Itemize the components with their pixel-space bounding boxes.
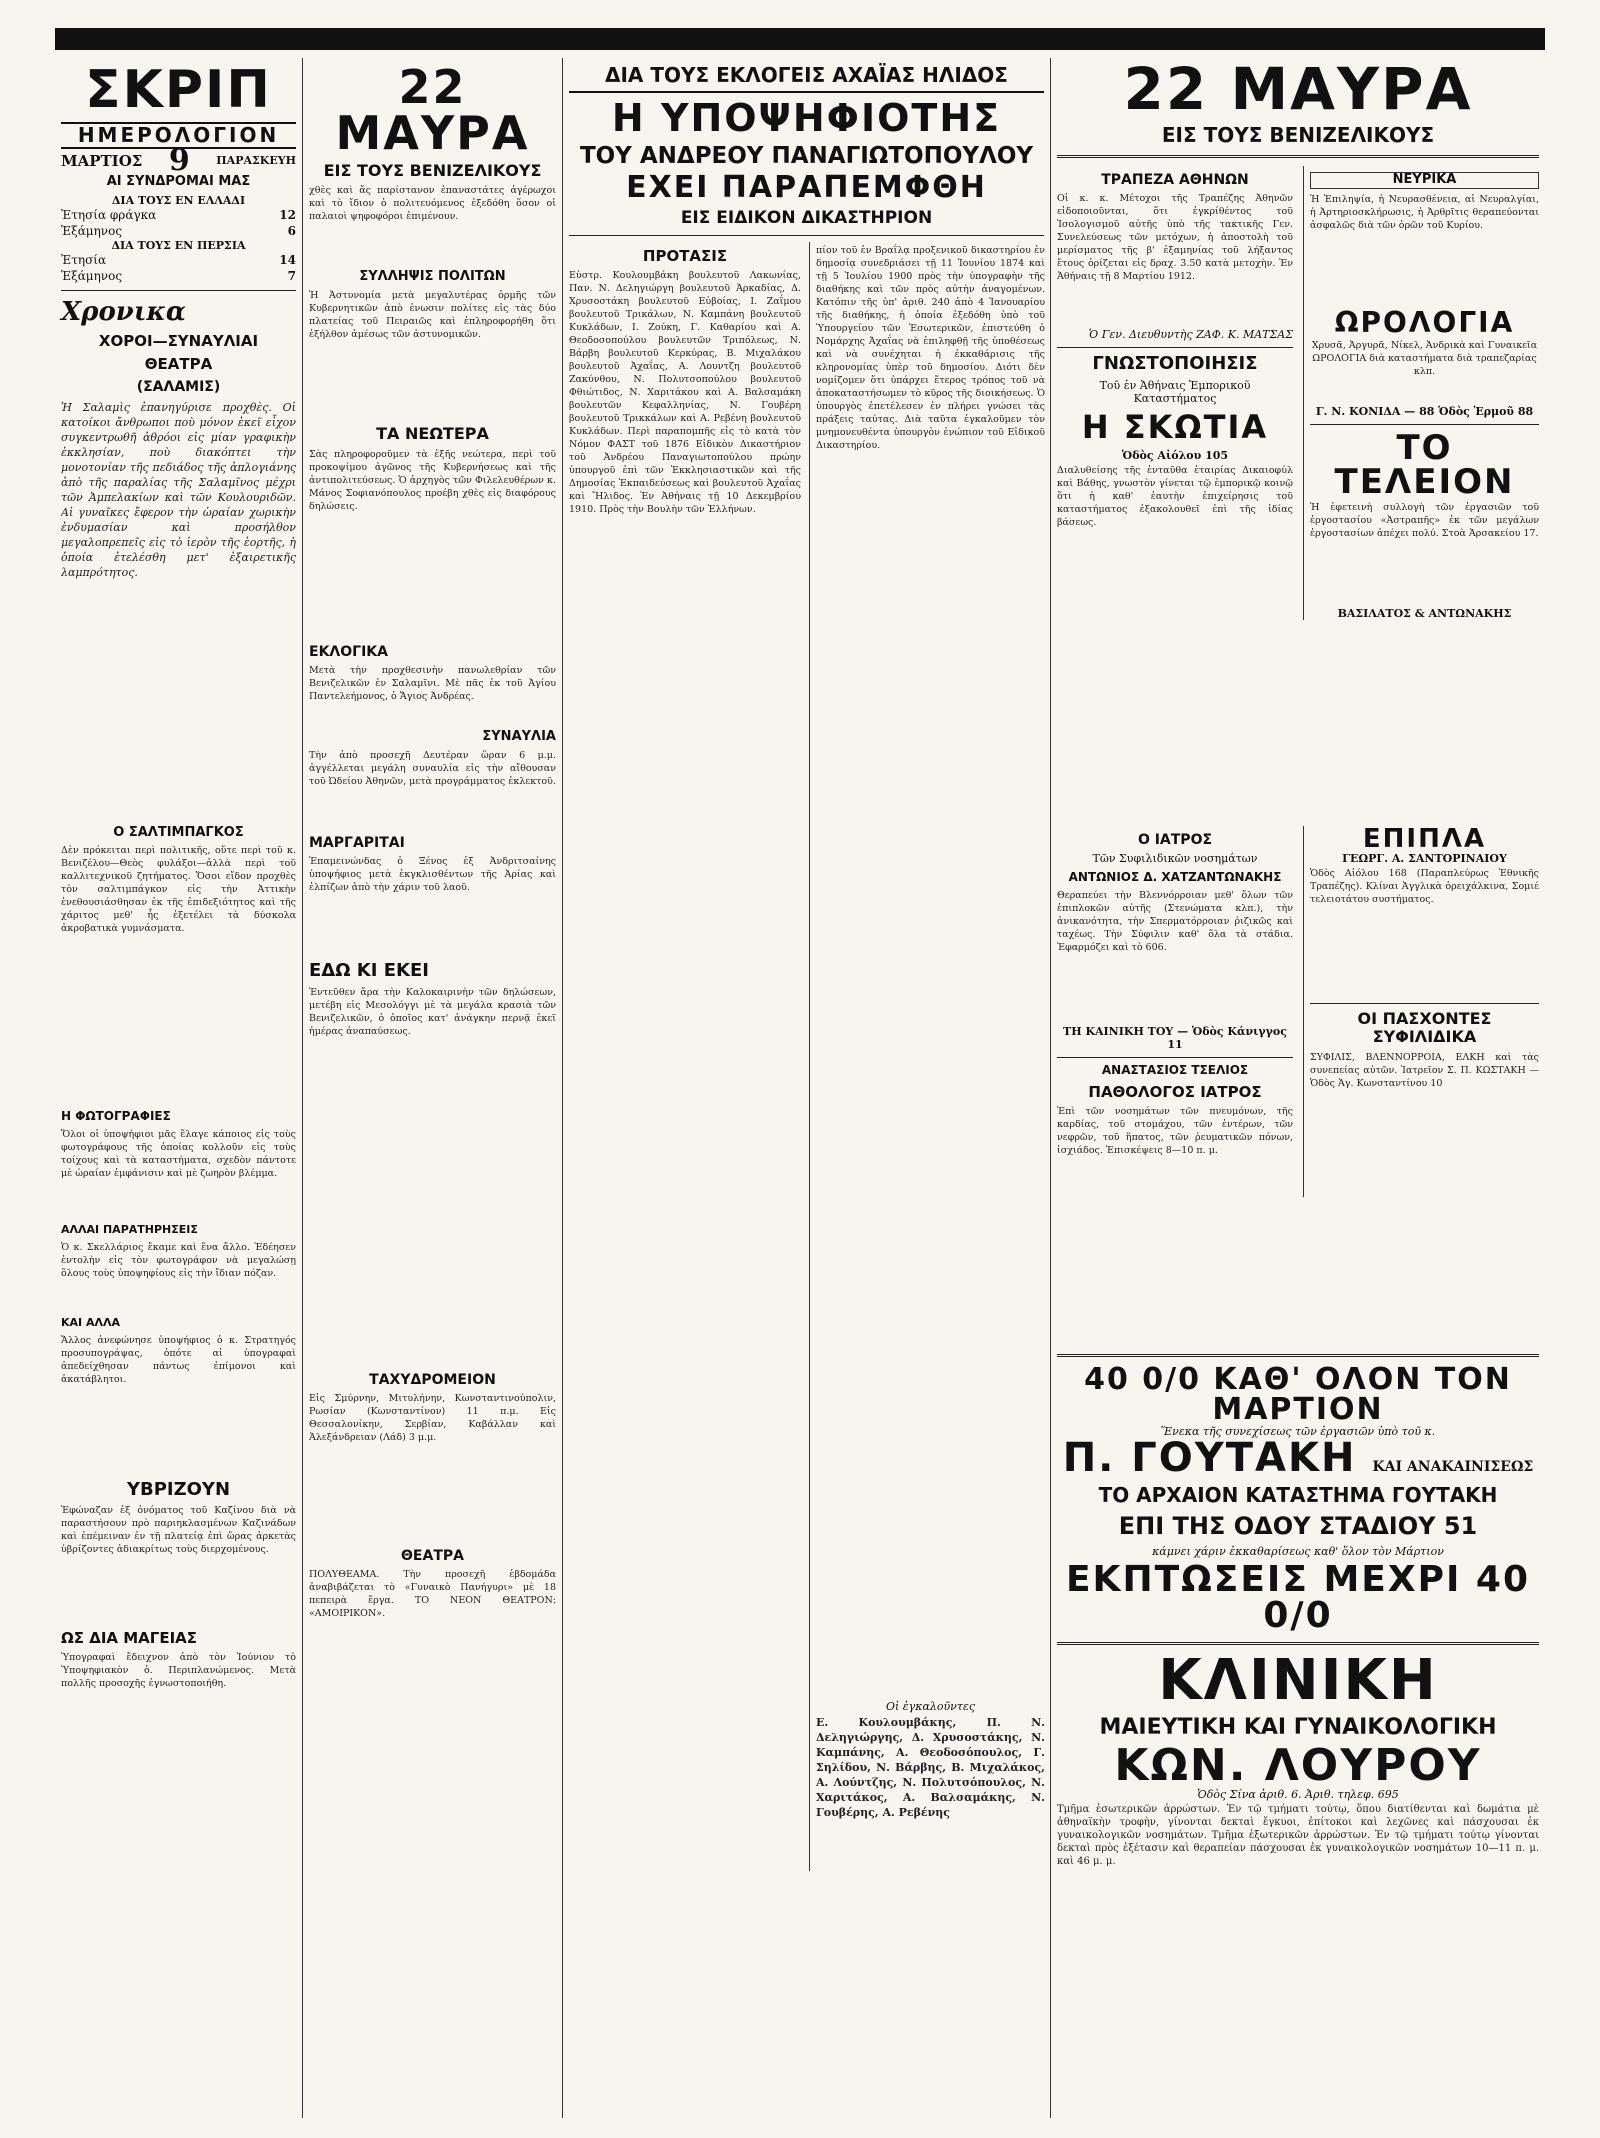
banner-eklogeis: ΔΙΑ ΤΟΥΣ ΕΚΛΟΓΕΙΣ ΑΧΑΪΑΣ ΗΛΙΔΟΣ xyxy=(569,64,1044,93)
kliniki-address: Ὁδὸς Σίνα ἀριθ. 6. Ἀριθ. τηλεφ. 695 xyxy=(1197,1787,1399,1801)
kliniki-name: ΚΩΝ. ΛΟΥΡΟΥ xyxy=(1114,1739,1482,1791)
rates-in-title: ΔΙΑ ΤΟΥΣ ΕΝ ΕΛΛΑΔΙ xyxy=(111,193,246,207)
headline-ypopsifiotis: Η ΥΠΟΨΗΦΙΟΤΗΣ xyxy=(611,96,1002,140)
heading-theatra: ΘΕΑΤΡΑ xyxy=(144,355,213,374)
signers-heading: Οἱ ἐγκαλοῦντες xyxy=(885,1699,976,1713)
headline-22-mavra: 22 ΜΑΥΡΑ xyxy=(335,60,530,160)
goutaki-name: Π. ΓΟΥΤΑΚΗ xyxy=(1062,1435,1357,1481)
heading-neotera: ΤΑ ΝΕΩΤΕΡΑ xyxy=(376,424,489,444)
heading-kai-alla: ΚΑΙ ΑΛΛΑ xyxy=(61,1315,121,1329)
article-syllipsis: Ἡ Ἀστυνομία μετὰ μεγαλυτέρας ὁρμῆς τῶν Κυβερνητικῶν ἀπὸ ἑνωσιν πολίτες εἰς τὰς δύο πλατείας τοῦ Πειραιῶς καὶ ἐπληροφορήθη ὅτι ἐξήλθον ἀμέσως τῶν ἀστυνομικῶν. xyxy=(309,290,556,341)
epipla-name: ΓΕΩΡΓ. Α. ΣΑΝΤΟΡΙΝΑΙΟΥ xyxy=(1342,852,1507,865)
rate-label: Ἑξάμηνος xyxy=(61,268,123,283)
headline-22-mavra-right: 22 ΜΑΥΡΑ xyxy=(1123,58,1473,123)
article-kliniki: Τμῆμα ἐσωτερικῶν ἀρρώστων. Ἐν τῷ τμήματι τούτῳ, ὅπου διατίθενται καὶ δωμάτια μὲ ἀθηναϊκὴν τροφὴν, γίνονται δεκταὶ ἔγκυοι, ἐπίτοκοι καὶ λεχῶνες καὶ πάσχουσαι ἐκ γυναικολογικῶν νοσημάτων. Τμῆμα ἐξωτερικῶν ἀρρώστων. Ἐν τῷ τμήματι τούτῳ γίνονται δεκταὶ πρὸς ἐξέτασιν καὶ θεραπείαν πάσχουσαι ἐκ γυναικολογικῶν νοσημάτων 10—11 π. μ. καὶ 46 μ. μ. xyxy=(1057,1803,1539,1867)
rate-label: Ἐτησία φράγκα xyxy=(61,207,157,222)
goutaki-note: κάμνει χάριν ἐκκαθαρίσεως καθ' ὅλον τὸν Μάρτιον xyxy=(1152,1544,1444,1558)
article-syfilidika: ΣΥΦΙΛΙΣ, ΒΛΕΝΝΟΡΡΟΙΑ, ΕΛΚΗ καὶ τὰς συνεπείας αὐτῶν. Ἰατρεῖον Σ. Π. ΚΩΣΤΑΚΗ — Ὁδὸς Ἁγ. Κωνσταντίνου 10 xyxy=(1310,1051,1539,1089)
teleion-signature: ΒΑΣΙΛΑΤΟΣ & ΑΝΤΩΝΑΚΗΣ xyxy=(1337,606,1512,620)
date-weekday: ΠΑΡΑΣΚΕΥΗ xyxy=(216,154,296,167)
heading-teleion: ΤΟ ΤΕΛΕΙΟΝ xyxy=(1334,427,1515,502)
masthead-band xyxy=(55,28,1545,50)
article-theatra: ΠΟΛΥΘΕΑΜΑ. Τὴν προσεχῆ ἑβδομάδα ἀναβιβάζεται τὸ «Γυναικὸ Πανήγυρι» μὲ 18 πεπειρὰ ἔργα. ΤΟ ΝΕΟΝ ΘΕΑΤΡΟΝ: «ΑΜΟΙΡΙΚΟΝ». xyxy=(309,1568,556,1619)
heading-iatros: Ο ΙΑΤΡΟΣ xyxy=(1137,832,1213,848)
article-saltimpagkos: Δὲν πρόκειται περὶ πολιτικῆς, οὔτε περὶ τοῦ κ. Βενιζέλου—Θεὸς φυλάξοι—ἀλλὰ περὶ τοῦ καλλιτεχνικοῦ ζητήματος. Ὅσοι εἴδον προχθὲς τὸν σαλτιμπάγκον εἰς τὴν Ἀττικὴν ἐνεθουσιάσθησαν ἐκ τῆς ἐπιδεξιότητος καὶ τῆς χάριτος μεθ' ἧς ἐξετέλει τὰ δύσκολα ἀκροβατικὰ γυμνάσματα. xyxy=(61,845,296,935)
heading-pathologos: ΠΑΘΟΛΟΓΟΣ ΙΑΤΡΟΣ xyxy=(1088,1082,1262,1101)
goutaki-street: ΕΠΙ ΤΗΣ ΟΔΟΥ ΣΤΑΔΙΟΥ 51 xyxy=(1118,1512,1478,1540)
rates-out-list xyxy=(61,252,296,284)
date-month: ΜΑΡΤΙΟΣ xyxy=(61,152,143,170)
headline-venizelikous: ΕΙΣ ΤΟΥΣ ΒΕΝΙΖΕΛΙΚΟΥΣ xyxy=(323,161,542,180)
article-skotia: Διαλυθείσης τῆς ἐνταῦθα ἑταιρίας Δικαιοφύλ καὶ Βάθης, γνωστὸν γίνεται τῷ ἐμπορικῷ κοινῷ ὅτι ἡ καθ' ἑαυτὴν ἐπιχείρησις τοῦ καταστήματος ἐξακολουθεῖ ἐπὶ τῆς ἰδίας βάσεως. xyxy=(1057,464,1293,528)
goutaki-sub: Ἕνεκα τῆς συνεχίσεως τῶν ἐργασιῶν ὑπὸ τοῦ κ. xyxy=(1160,1425,1436,1438)
heading-theatra-2: ΘΕΑΤΡΑ xyxy=(401,1547,464,1564)
heading-vrizoun: ΥΒΡΙΖΟΥΝ xyxy=(126,1478,231,1500)
heading-synavlia: ΣΥΝΑΥΛΙΑ xyxy=(482,728,556,744)
article-pathologos: Ἐπὶ τῶν νοσημάτων τῶν πνευμόνων, τῆς καρδίας, τοῦ στομάχου, τῶν ἐντέρων, τῶν νεφρῶν, τοῦ ἥπατος, τῶν ῥευματικῶν πόνων, ἰσχιάδος. Ἐπισκέψεις 8—10 π. μ. xyxy=(1057,1105,1293,1156)
article-vrizoun: Ἐφώναζαν ἐξ ὀνόματος τοῦ Καζίνου διὰ νὰ παραστήσουν πρὸ παριηκλασμένων Καζινάδων καὶ ἐπέμειναν ἐν τῇ πλατείᾳ ἐπὶ ὥρας ἀρκετὰς ὑβρίζοντες ἀδιακρίτως τοὺς διερχομένους. xyxy=(61,1505,296,1556)
rate-value: 6 xyxy=(287,223,296,238)
gnostopoiisis-sub: Τοῦ ἐν Ἀθήναις Ἐμπορικοῦ Καταστήματος xyxy=(1099,378,1251,405)
date-day: 9 xyxy=(168,143,190,178)
article-kai-alla: Ἄλλος ἀνεφώνησε ὑποψήφιος ὁ κ. Στρατηγός προσυπογράψας, ὁπότε αἱ ὑπογραφαὶ ἀπεδείχθησαν πάντως ἐπίμονοι καὶ ἀκατάβλητοι. xyxy=(61,1334,296,1385)
store-skotia: Η ΣΚΩΤΙΑ xyxy=(1081,407,1269,446)
heading-bank: ΤΡΑΠΕΖΑ ΑΘΗΝΩΝ xyxy=(1101,172,1249,188)
pathologos-name: ΑΝΑΣΤΑΣΙΟΣ ΤΣΕΛΙΟΣ xyxy=(1101,1062,1249,1077)
article-protasis-cont: πίον τοῦ ἐν Βραΐλᾳ προξενικοῦ δικαστηρίου ἐν δημοσίᾳ συνεδριάσει τῇ 11 Ἰουνίου 1874 καὶ τῇ 5 Ἰουλίου 1900 πρὸς τὴν ὑπογραφὴν τῆς διαθήκης καὶ τῶν πρὸς αὐτὴν ἀναγομένων. Κατόπιν τῆς ὑπ' ἀριθ. 240 ἀπὸ 4 Ἰανουαρίου τῆς διαθήκης, ἡ ὁποία ἐξεδόθη ὑπὸ τοῦ Ὑπουργείου τῶν Ἐσωτερικῶν, ἐπιστεύθη ὁ Νομάρχης Ἀχαΐας νὰ ἐπιληφθῇ τῆς ὑποθέσεως καὶ νὰ συνέχηται ἡ ἐκκαθάρισις τῆς κληρονομίας ὑπὲρ τοῦ δημοσίου. Διότι δὲν νομίζομεν ὅτι ὑπάρχει ἕτερος τρόπος τοῦ νὰ ἀποκαταστήσωμεν τὸ κῦρος τῆς διοικήσεως. Ὁ ὑπουργὸς ἐπετέλεσεν ἐν πλήρει γνώσει τὰς πράξεις ταύτας. Διὰ ταῦτα ἐγκαλοῦμεν τὸν μνημονευθέντα ὑπουργὸν ἐνώπιον τοῦ Εἰδικοῦ Δικαστηρίου. xyxy=(816,244,1045,451)
heading-photographies: Η ΦΩΤΟΓΡΑΦΙΕΣ xyxy=(61,1109,171,1124)
column-1 xyxy=(55,58,303,2118)
headline-parapemfthi: ΕΧΕΙ ΠΑΡΑΠΕΜΦΘΗ xyxy=(626,170,987,206)
column-4 xyxy=(1051,58,1545,2118)
heading-saltimpagkos: Ο ΣΑΛΤΙΜΠΑΓΚΟΣ xyxy=(113,824,244,840)
article-bank: Οἱ κ. κ. Μέτοχοι τῆς Τραπέζης Ἀθηνῶν εἰδοποιοῦνται, ὅτι ἐγκρίθέντος τοῦ Ἰσολογισμοῦ αὐτῆς ὑπὸ τῆς τακτικῆς Γεν. Συνελεύσεως τῶν μετόχων, ἡ ἀποστολὴ τοῦ μερίσματος τῆς β' ἑξαμηνίας τοῦ λήξαντος ἔτους ὁρίζεται εἰς δραχ. 3.50 κατὰ μετοχὴν. Ἐν Ἀθήναις τῇ 8 Μαρτίου 1912. xyxy=(1057,193,1293,283)
rate-value: 12 xyxy=(279,207,296,222)
article-intro: χθὲς καὶ ἄς παρίστανον ἐπαναστάτες ἀγέρωχοι καὶ τὸ ἴδιον ὁ πολιτευόμενος ἐξεδόθη ὅσον οἱ παλαιοὶ ψηφοφόροι ἐπιμένουν. xyxy=(309,185,556,223)
article-tachydromeion: Εἰς Σμύρνην, Μιτυλήνην, Κωνσταντινούπολιν, Ρωσίαν (Κωνσταντίνον) 11 π.μ. Εἰς Θεσσαλονίκην, Σερβίαν, Καβάλλαν καὶ Ἀλεξάνδρειαν (Λάδ) 3 μ.μ. xyxy=(309,1392,556,1443)
heading-rologia: ΩΡΟΛΟΓΙΑ xyxy=(1334,305,1515,339)
article-eklogika: Μετὰ τὴν προχθεσινὴν πανωλεθρίαν τῶν Βενιζελικῶν ἐν Σαλαμῖνι. Μὲ πᾶς ἐκ τοῦ Ἀγίου Παντελεήμονος, ὁ Ἄγιος Ἀνδρέας. xyxy=(309,664,556,702)
article-margarites: Ἐπαμεινώνδας ὁ Ξένος ἐξ Ἀνδριτσαίνης ὑποψήφιος μετὰ ἐκγκλισθέντων τῆς Ἀρίας καὶ ἐλπίζων ἀπὸ τὴν χάριν τοῦ λαοῦ. xyxy=(309,855,556,893)
rate-value: 7 xyxy=(287,268,296,283)
rate-label: Ἐτησία xyxy=(61,252,107,267)
rates-out-title: ΔΙΑ ΤΟΥΣ ΕΝ ΠΕΡΣΙΑ xyxy=(111,238,246,252)
heading-syfilidika: ΟΙ ΠΑΣΧΟΝΤΕΣ ΣΥΦΙΛΙΔΙΚΑ xyxy=(1357,1009,1492,1047)
article-epipla: Ὁδὸς Αἰόλου 168 (Παραπλεύρως Ἐθνικῆς Τραπέζης). Κλίναι Ἀγγλικὰ ὁρειχάλκινα, Σομιέ τελειοτάτου συστήματος. xyxy=(1310,868,1539,905)
heading-protasis: ΠΡΟΤΑΣΙΣ xyxy=(642,246,728,265)
article-synavlia: Τὴν ἀπὸ προσεχῆ Δευτέραν ὥραν 6 μ.μ. ἀγγέλλεται μεγάλη συναυλία εἰς τὴν αἴθουσαν τοῦ Ὠδείου Ἀθηνῶν, μετὰ προγράμματος ἐκλεκτοῦ. xyxy=(309,749,556,787)
article-alles: Ὁ κ. Σκελλάριος ἔκαμε καὶ ἕνα ἄλλο. Ἐδέησεν ἐντολὴν εἰς τὸν φωτογράφον νὰ μεγαλώσῃ ὅλους τοὺς ὑποψηφίους εἰς τὴν ἴδιαν πόζαν. xyxy=(61,1241,296,1279)
heading-syllipsis: ΣΥΛΛΗΨΙΣ ΠΟΛΙΤΩΝ xyxy=(359,269,506,285)
column-3 xyxy=(563,58,1051,2118)
article-salamis: Ἡ Σαλαμὶς ἐπανηγύρισε προχθὲς. Οἱ κατοίκοι ἄνθρωποι ποὺ μόνον ἐκεῖ εἶχον συγκεντρωθῆ ἀθρόοι εἰς μίαν γραφικὴν ἐκκλησίαν, ποὺ διακόπτει τὴν μονοτονίαν τῆς πεδιάδος τῆς ἀπλογιάνης ἀπὸ τῆς παραλίας τῆς Σαλαμῖνος μέχρι τῶν Ἀμπελακίων καὶ τῶν Κουλουριδῶν. Αἱ γυναῖκες ἔφερον τὴν ὡραίαν χωρικὴν ἐνδυμασίαν καὶ προσήλθον μεγαλοπρεπεῖς εἰς τὸ ἱερὸν τῆς ἑορτῆς, ἡ ὁποία ἐτελέσθη μετ' ἐξαιρετικῆς λαμπρότητος. xyxy=(61,400,296,579)
rate-label: Ἑξάμηνος xyxy=(61,223,123,238)
heading-salamis: (ΣΑΛΑΜΙΣ) xyxy=(136,379,221,396)
rate-row xyxy=(61,223,296,239)
headline-panagiotopoulou: ΤΟΥ ΑΝΔΡΕΟΥ ΠΑΝΑΓΙΩΤΟΠΟΥΛΟΥ xyxy=(579,143,1034,169)
rate-value: 14 xyxy=(279,252,296,267)
iatros-name: ΑΝΤΩΝΙΟΣ Δ. ΧΑΤΖΑΝΤΩΝΑΚΗΣ xyxy=(1068,870,1282,885)
signers-list: Ε. Κουλουμβάκης, Π. Ν. Δεληγιώργης, Δ. Χρυσοστάκης, Ν. Καμπάνης, Α. Θεοδοσόπουλος, Γ. Σηλίδου, Ν. Βάρβης, Β. Μιχαλάκος, Α. Λούντζης, Ν. Πολυτσόπουλος, Ν. Χαριτάκος, Α. Βαλσαμάκης, Ν. Γουβέρης, Α. Ρεβένης xyxy=(816,1715,1045,1819)
heading-eklogika: ΕΚΛΟΓΙΚΑ xyxy=(309,643,388,660)
heading-nevrika: ΝΕΥΡΙΚΑ xyxy=(1310,172,1539,189)
article-protasis: Εὐστρ. Κουλουμβάκη βουλευτοῦ Λακωνίας, Παν. Ν. Δεληγιώργη βουλευτοῦ Ἀρκαδίας, Δ. Χρυσοστάκη βουλευτοῦ Εὐβοίας, Ι. Ζαΐμου βουλευτοῦ Τρικάλων, Ν. Καμπάνη βουλευτοῦ Κυκλάδων, Ι. Ζούκη, Γ. Καθαρίου καὶ Α. Θεοδοσοπούλου βουλευτῶν Τριπόλεως, Ν. Βάρβη βουλευτοῦ Κερκύρας, Β. Μιχαλάκου βουλευτοῦ Ἀχαΐας, Α. Λουντζη βουλευτοῦ Ζακύνθου, Ν. Πολυτσοπούλου βουλευτοῦ Φθιώτιδος, Ν. Χαριτάκου καὶ Α. Βαλσαμάκη βουλευτῶν Κεφαλληνίας, Ν. Γουβέρη βουλευτοῦ Τρικκάλων καὶ Α. Ρεβένη βουλευτοῦ Κυκλάδων. Περὶ παραπομπῆς εἰς τὸ κατὰ τὸν Νόμον ΦΑΣΤ τοῦ 1876 Εἰδικὸν Δικαστήριον τοῦ Ἀνδρέου Παναγιωτοπούλου πρώην ὑπουργοῦ ἐπὶ τῶν Ἐκκλησιαστικῶν καὶ τῆς Δημοσίας Ἐκπαιδεύσεως καὶ βουλευτοῦ Ἀχαΐας καὶ Ἤλιδος. Ἐν Ἀθήναις τῇ 10 Δεκεμβρίου 1910. Πρὸς τὴν Βουλὴν τῶν Ἑλλήνων. xyxy=(569,270,801,516)
skotia-address: Ὁδὸς Αἰόλου 105 xyxy=(1121,448,1229,462)
heading-epipla: ΕΠΙΠΛΑ xyxy=(1362,824,1487,854)
kliniki-sub: ΜΑΙΕΥΤΙΚΗ ΚΑΙ ΓΥΝΑΙΚΟΛΟΓΙΚΗ xyxy=(1099,1714,1497,1740)
heading-kliniki: ΚΛΙΝΙΚΗ xyxy=(1158,1647,1438,1713)
headline-venizelikous-right: ΕΙΣ ΤΟΥΣ ΒΕΝΙΖΕΛΙΚΟΥΣ xyxy=(1161,123,1435,147)
headline-dikastirion: ΕΙΣ ΕΙΔΙΚΟΝ ΔΙΚΑΣΤΗΡΙΟΝ xyxy=(680,208,933,229)
newspaper-page xyxy=(55,58,1545,2118)
article-rologia: Χρυσᾶ, Ἀργυρᾶ, Νίκελ, Ἀνδρικὰ καὶ Γυναικεῖα ΩΡΟΛΟΓΙΑ διὰ καταστήματα διὰ τραπεζαρίας κλπ. xyxy=(1311,339,1538,377)
bank-signature: Ὁ Γεν. Διευθυντὴς ΖΑΦ. Κ. ΜΑΤΣΑΣ xyxy=(1088,328,1293,342)
heading-edo-ki-ekei: ΕΔΩ ΚΙ ΕΚΕΙ xyxy=(309,959,429,981)
heading-gnostopoiisis: ΓΝΩΣΤΟΠΟΙΗΣΙΣ xyxy=(1092,353,1258,375)
logo: ΣΚΡΙΠ xyxy=(85,60,272,120)
article-magies: Ὑπογραφαὶ ἔδειχνον ἀπὸ τὸν Ἰούνιον τὸ Ὑποψηφιακὸν ὁ. Περιπλανώμενος. Μετὰ πολλῆς προσοχῆς ἐγνωστοποιήθη. xyxy=(61,1652,296,1690)
rates-in-list xyxy=(61,207,296,239)
column-2 xyxy=(303,58,563,2118)
article-teleion: Ἡ ἐφετεινὴ συλλογὴ τῶν ἐργασιῶν τοῦ ἐργοστασίου «Ἀστραπῆς» ἐκ τῶν μεγάλων ἐργοστασίων ἀπέχει πολύ. Στοὰ Ἀρσακείου 17. xyxy=(1310,501,1539,539)
goutaki-discount: ΕΚΠΤΩΣΕΙΣ ΜΕΧΡΙ 40 0/0 xyxy=(1065,1558,1531,1636)
rate-row xyxy=(61,207,296,223)
rates-title: ΑΙ ΣΥΝΔΡΟΜΑΙ ΜΑΣ xyxy=(106,174,251,189)
goutaki-store: ΤΟ ΑΡΧΑΙΟΝ ΚΑΤΑΣΤΗΜΑ ΓΟΥΤΑΚΗ xyxy=(1098,1483,1498,1507)
goutaki-percent: 40 0/0 ΚΑΘ' ΟΛΟΝ ΤΟΝ ΜΑΡΤΙΟΝ xyxy=(1084,1362,1512,1427)
rologia-signature: Γ. Ν. ΚΟΝΙΔΑ — 88 Ὁδὸς Ἑρμοῦ 88 xyxy=(1315,404,1534,418)
goutaki-extra: ΚΑΙ ΑΝΑΚΑΙΝΙΣΕΩΣ xyxy=(1372,1459,1534,1475)
section-chronika: Χρονικα xyxy=(61,296,186,327)
calendar-subtitle: ΗΜΕΡΟΛΟΓΙΟΝ xyxy=(61,122,296,149)
article-iatros: Θεραπεύει τὴν Βλεννόρροιαν μεθ' ὅλων τῶν ἐπιπλοκῶν αὐτῆς (Στενώματα κλπ.), τὴν ἀνικανότητα, τὴν Σπερματόρροιαν ῥιζικῶς καὶ ταχέως. Τὴν Σύφιλιν καθ' ὅλα τὰ στάδια. Ἐφαρμόζει καὶ τὸ 606. xyxy=(1057,889,1293,953)
heading-magies: ΩΣ ΔΙΑ ΜΑΓΕΙΑΣ xyxy=(61,1629,198,1648)
rate-row xyxy=(61,252,296,268)
article-photographies: Ὅλοι οἱ ὑποψήφιοι μᾶς ἔλαγε κάποιος εἰς τοὺς φωτογράφους τῆς ὁποίας κολλοῦν εἰς τοὺς τοίχους καὶ τὰ καταστήματα, σχεδὸν πάντοτε μὲ ὡραίαν ἐμφάνισιν καὶ μὲ ζωηρὸν βλέμμα. xyxy=(61,1129,296,1180)
heading-alles: ΑΛΛΑΙ ΠΑΡΑΤΗΡΗΣΕΙΣ xyxy=(61,1223,198,1237)
article-nevrika: Ἡ Ἐπιληψία, ἡ Νευρασθένεια, αἱ Νευραλγίαι, ἡ Ἀρτηριοσκλήρωσις, ἡ Ἀρθρῖτις θεραπεύονται ἀσφαλῶς διὰ τῶν ὀρῶν τοῦ Κυρίου. xyxy=(1310,193,1539,231)
iatros-sub: Τῶν Συφιλιδικῶν νοσημάτων xyxy=(1092,852,1258,866)
heading-margarites: ΜΑΡΓΑΡΙΤΑΙ xyxy=(309,834,405,851)
rate-row xyxy=(61,268,296,284)
article-edo-ki-ekei: Ἐντεῦθεν ἄρα τὴν Καλοκαιρινὴν τῶν δηλώσεων, μετέβη εἰς Μεσολόγγι μὲ τὰ μεγάλα κρασιὰ τῶν Βενιζελικῶν, ὁ ὁποῖος κατ' ἀνάγκην περνᾷ ἐκεῖ ἡμέρας ἀναπαύσεως. xyxy=(309,986,556,1037)
iatros-address: ΤΗ ΚΑΙΝΙΚΗ ΤΟΥ — Ὁδὸς Κάνιγγος 11 xyxy=(1063,1024,1287,1051)
article-neotera: Σὰς πληροφοροῦμεν τὰ ἐξῆς νεώτερα, περὶ τοῦ προκοψίμου ἀγῶνος τῆς Κυβερνήσεως καὶ τῆς ἀντιπολιτεύσεως. Ὁ ἀρχηγὸς τῶν Φιλελευθέρων κ. Μάνος Σοφιανόπουλος προέβη χθὲς εἰς διαφόρους δηλώσεις. xyxy=(309,448,556,512)
heading-tachydromeion: ΤΑΧΥΔΡΟΜΕΙΟΝ xyxy=(369,1371,496,1388)
heading-choroi: ΧΟΡΟΙ—ΣΥΝΑΥΛΙΑΙ xyxy=(98,331,259,350)
